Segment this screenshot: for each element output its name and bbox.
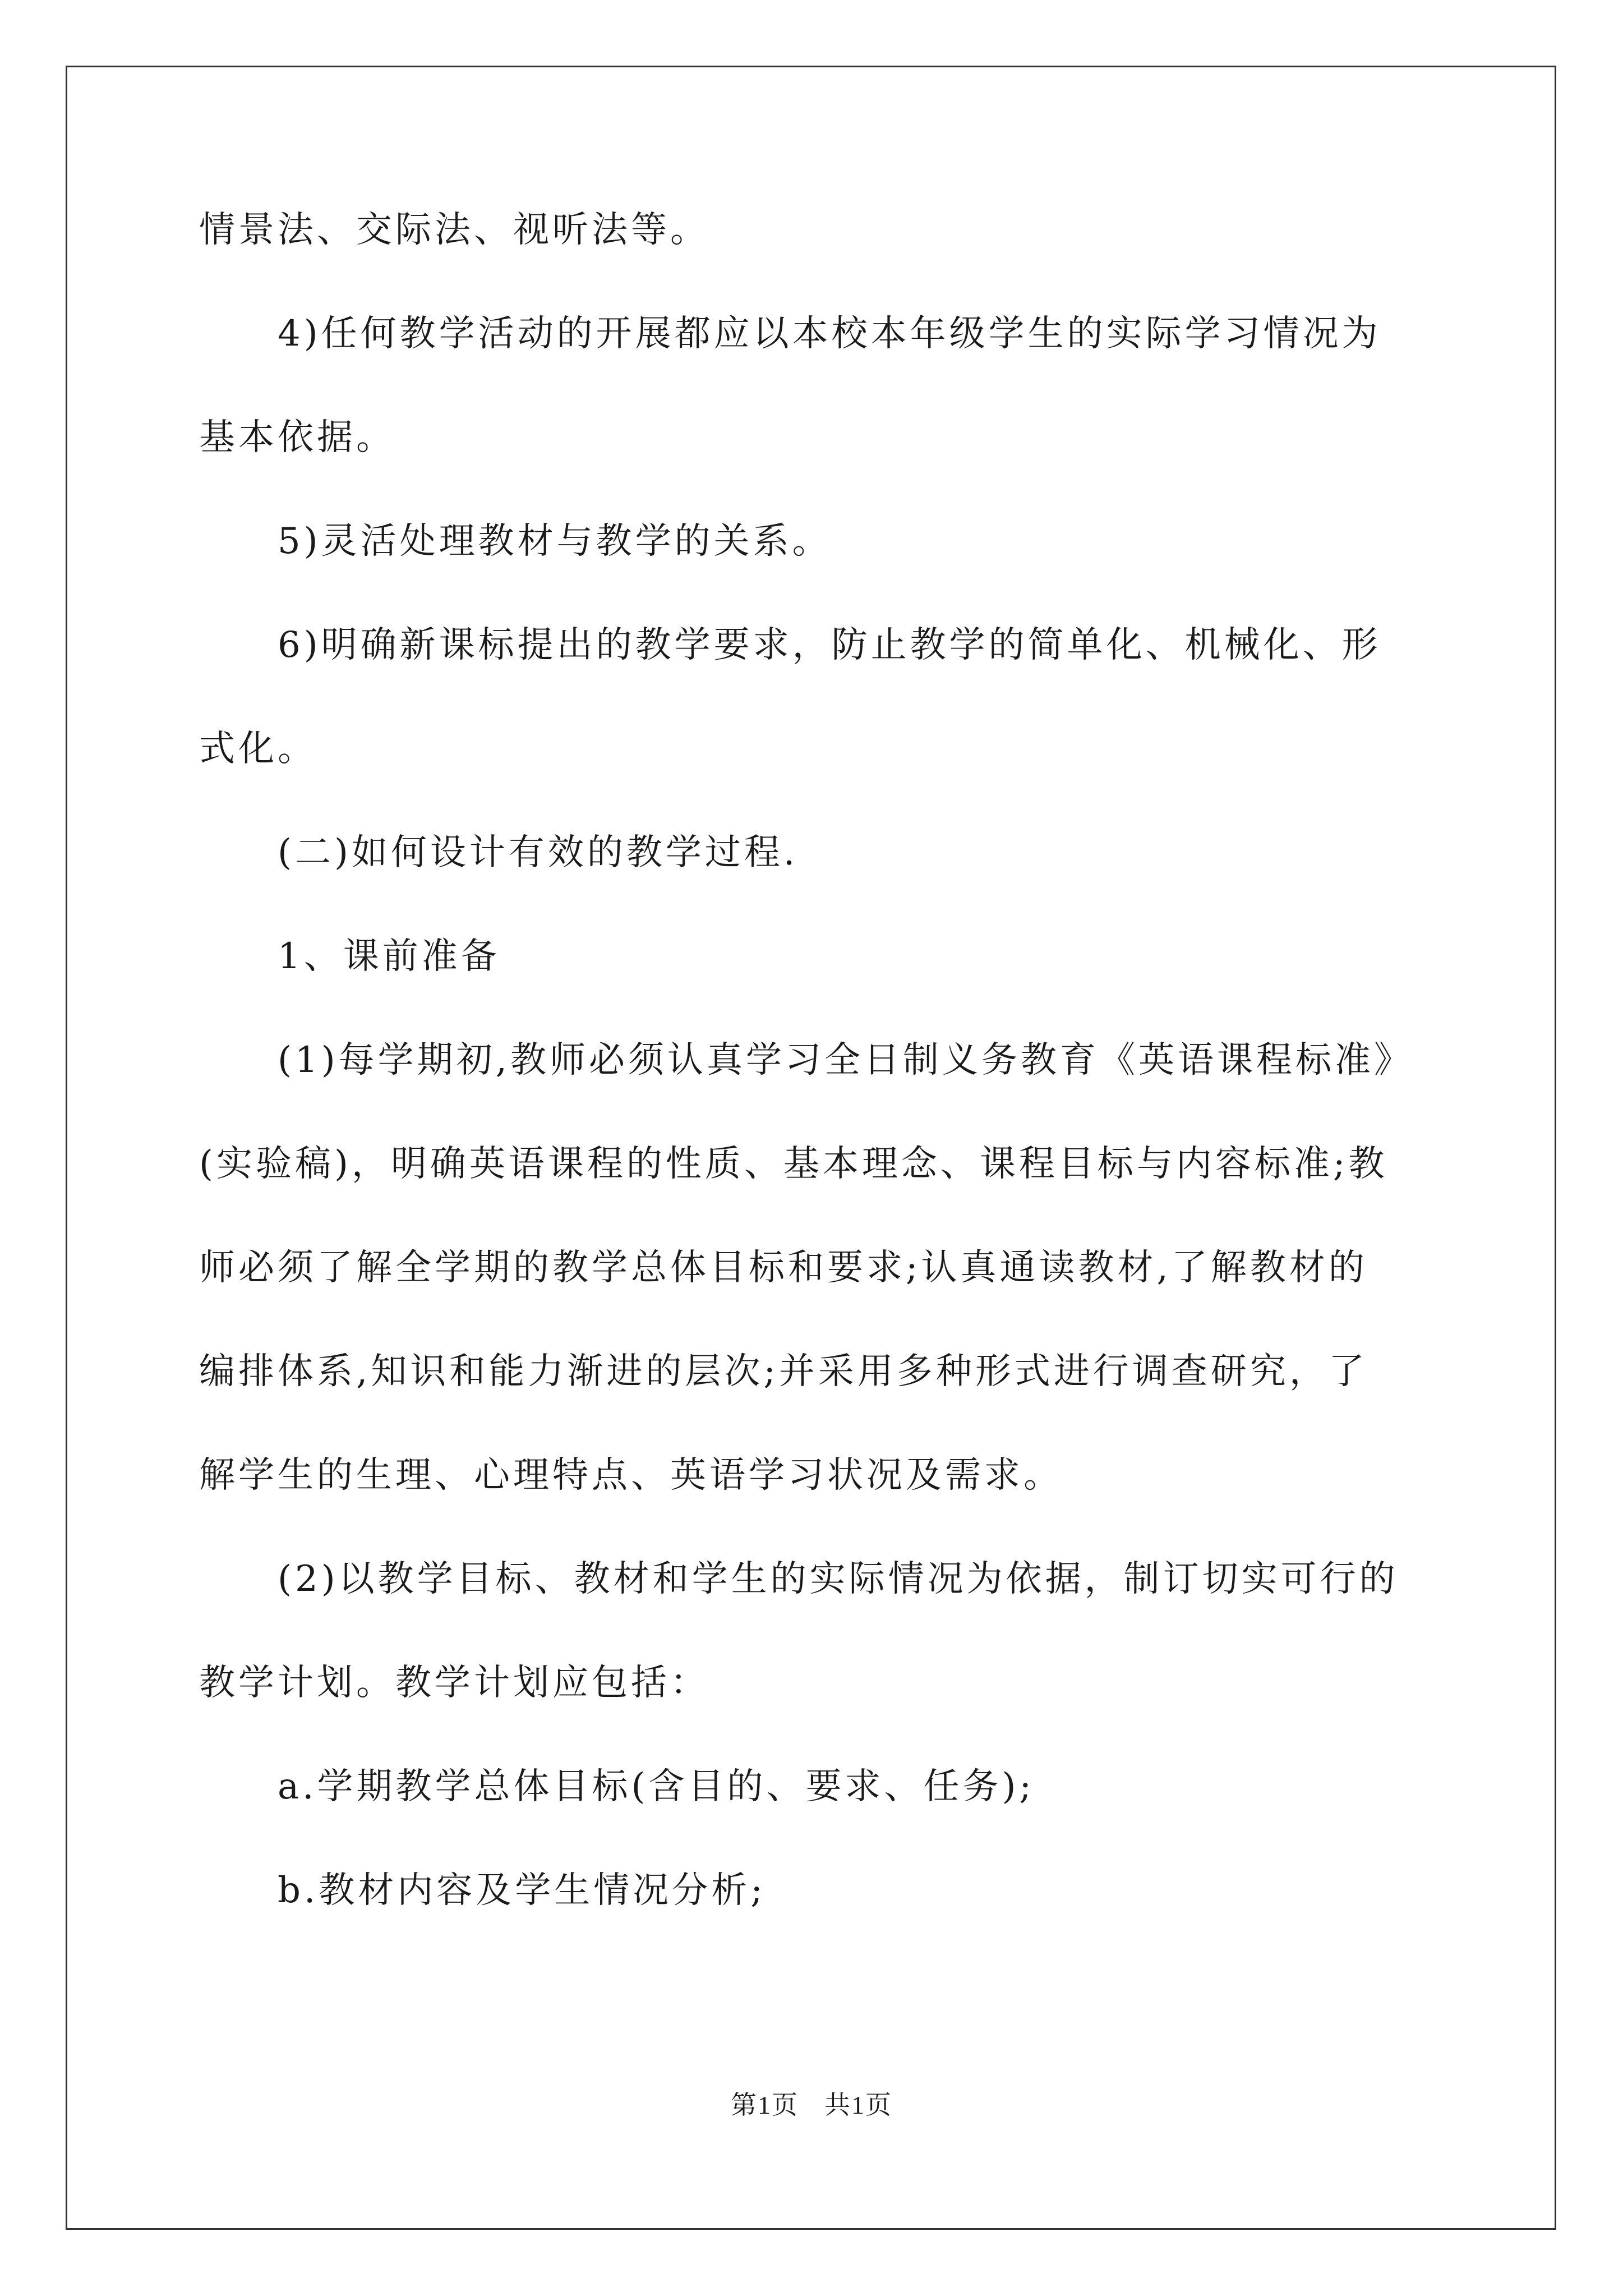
paragraph-line: 6)明确新课标提出的教学要求，防止教学的简单化、机械化、形 xyxy=(278,624,1381,666)
paragraph-line: 基本依据。 xyxy=(199,417,395,458)
paragraph-line: 编排体系,知识和能力渐进的层次;并采用多种形式进行调查研究，了 xyxy=(199,1351,1368,1392)
paragraph-line: 师必须了解全学期的教学总体目标和要求;认真通读教材,了解教材的 xyxy=(199,1247,1368,1289)
paragraph-line: 解学生的生理、心理特点、英语学习状况及需求。 xyxy=(199,1455,1063,1496)
section-heading: (二)如何设计有效的教学过程. xyxy=(278,832,799,873)
paragraph-line: 5)灵活处理教材与教学的关系。 xyxy=(278,521,832,562)
page-total: 共1页 xyxy=(824,2091,892,2119)
paragraph-line: (1)每学期初,教师必须认真学习全日制义务教育《英语课程标准》 xyxy=(278,1039,1413,1081)
subsection-heading: 1、课前准备 xyxy=(278,936,500,977)
page-footer xyxy=(0,2090,1623,2121)
paragraph-line: (实验稿)，明确英语课程的性质、基本理念、课程目标与内容标准;教 xyxy=(199,1143,1388,1185)
paragraph-line: 4)任何教学活动的开展都应以本校本年级学生的实际学习情况为 xyxy=(278,313,1381,355)
list-item: a.学期教学总体目标(含目的、要求、任务); xyxy=(278,1766,1035,1807)
list-item: b.教材内容及学生情况分析; xyxy=(278,1870,766,1911)
paragraph-line: 式化。 xyxy=(199,728,317,770)
page-number: 第1页 xyxy=(731,2091,799,2119)
paragraph-line: (2)以教学目标、教材和学生的实际情况为依据，制订切实可行的 xyxy=(278,1558,1399,1600)
paragraph-line: 情景法、交际法、视听法等。 xyxy=(199,209,709,251)
paragraph-line: 教学计划。教学计划应包括： xyxy=(199,1662,709,1704)
